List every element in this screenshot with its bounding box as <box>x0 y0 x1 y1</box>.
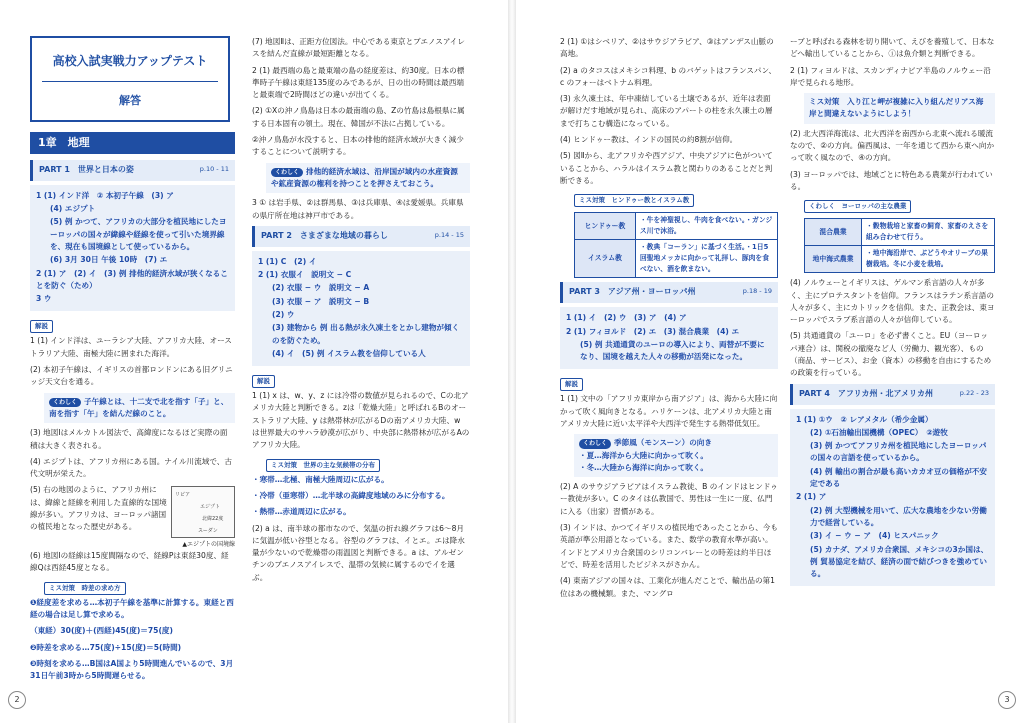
note-text: 季節風（モンスーン）の向き <box>614 438 712 448</box>
answer-box-part1 <box>30 185 235 312</box>
map-label: リビア <box>175 492 191 499</box>
page-number-left: 2 <box>8 691 26 709</box>
explanation-item: 2 (1) フィヨルドは、スカンディナビア半島のノルウェー沿岸で見られる地形。 <box>790 65 991 87</box>
note-text: ミス対策 入り江と岬が複雑に入り組んだリアス海岸と間違えないようにしよう！ <box>809 97 984 119</box>
jisa-step: ❶経度差を求める…本初子午線を基準に計算する。東経と西経の場合は足し算で求める。 <box>30 597 234 620</box>
answer-line: 1 (1) ①ウ ② レアメタル（希少金属） <box>796 414 933 424</box>
part2-pages: p.14 - 15 <box>434 230 464 239</box>
answer-line: 3 ウ <box>36 294 52 304</box>
column-b <box>252 36 470 691</box>
answer-line: (4) エジプト <box>50 204 96 214</box>
part1-heading <box>30 160 235 181</box>
explanation-item: 1 (1) x は、w、y、z には冷帯の数値が見られるので、Cの北アメリカ大陸と判断できる。zは「乾燥大陸」と呼ばれるBのオーストラリア大陸、y は熱帯林が広がるDの南アメリカ大陸、w は世界最大のサハラ砂漠が広がり、中央部に熱帯林が広がるAのアフリカ大陸。 <box>252 391 470 450</box>
explanation-item: (5) 右の地図のように、アフリカ州には、緯線と経線を利用した直線的な国境線が多い。アフリカは、ヨーロッパ諸国の植民地となった歴史がある。 <box>30 485 167 532</box>
part1-title: PART 1 世界と日本の姿 <box>39 164 134 174</box>
answer-line: 1 (1) イ (2) ウ (3) ア (4) ア <box>566 313 687 323</box>
note-line: ・冬…大陸から海洋に向かって吹く。 <box>579 462 708 472</box>
table-cell: ・教典「コーラン」に基づく生活。・1日5回聖地メッカに向かって礼拝し、豚肉を食べない、酒を飲まない。 <box>635 240 777 278</box>
table-cell: ・穀物栽培と家畜の飼育、家畜のえさを組み合わせて行う。 <box>862 219 995 246</box>
part2-title: PART 2 さまざまな地域の暮らし <box>261 230 388 240</box>
part4-pages: p.22 - 23 <box>959 388 989 397</box>
answer-line: (2) 例 大型機械を用いて、広大な農地を少ない労働力で経営している。 <box>810 505 987 527</box>
table-row <box>805 246 995 273</box>
column-a <box>30 36 235 691</box>
table-row <box>805 219 995 246</box>
answer-line: 2 (1) ア <box>796 492 827 502</box>
explanation-item: (4) 東南アジアの国々は、工業化が進んだことで、輸出品の第1位はあの機械類。また、マングロ <box>560 576 775 598</box>
page-title: 高校入試実戦力アップテスト <box>42 38 218 82</box>
explanation-item: (2) ①Xの沖ノ鳥島は日本の最南端の島、Zの竹島は島根県に属する日本固有の領土。現在、韓国が不法に占拠している。 <box>252 106 465 128</box>
page-number-right: 3 <box>998 691 1016 709</box>
table-cell: ヒンドゥー教 <box>575 213 636 240</box>
answer-line: 2 (1) 衣服イ 説明文 − C <box>258 270 352 280</box>
part3-title: PART 3 アジア州・ヨーロッパ州 <box>569 287 696 297</box>
table-row <box>575 213 778 240</box>
table-cell: ・地中海沿岸で、ぶどうやオリーブの果樹栽培。冬に小麦を栽培。 <box>862 246 995 273</box>
table-cell: 地中海式農業 <box>805 246 862 273</box>
explanation-item: (2) 北大西洋海流は、北大西洋を南西から北東へ流れる暖流なので、②の方向。偏西風は、一年を通じて西から東へ向かって吹く風なので、④の方向。 <box>790 128 995 163</box>
egypt-border-map <box>171 486 235 538</box>
map-caption: ▲エジプトの国境線 <box>182 541 235 549</box>
explanation-item: (4) ノルウェーとイギリスは、ゲルマン系言語の人々が多く、主にプロテスタントを信仰。フランスはラテン系言語の人々が多く、主にカトリックを信仰。また、正教会は、東ヨーロッパでスラブ系言語の人々が信仰している。 <box>790 278 995 325</box>
religion-table <box>574 212 778 278</box>
tag-kiko: ミス対策 世界の主な気候帯の分布 <box>266 459 380 472</box>
note-text: 排他的経済水域は、沿岸国が域内の水産資源や鉱産資源の権利を持つことを押さえておこう。 <box>271 166 458 188</box>
table-cell: 混合農業 <box>805 219 862 246</box>
explanation-item: (5) 図Ⅱから、北アフリカや西アジア、中央アジアに色がついていることから、ハラルはイスラム教と関わりのあることだと判断できる。 <box>560 151 773 185</box>
explanation-item: (3) インドは、かつてイギリスの植民地であったことから、今も英語が準公用語となっている。また、数学の教育水準が高い。インドとアメリカ合衆国のシリコンバレーとの時差は約半日ほどで、時差を活用したビジネスがさかん。 <box>560 523 778 569</box>
answer-line: (2) 衣服 − ウ 説明文 − A <box>272 283 370 293</box>
note-text: 子午線とは、十二支で北を指す「子」と、南を指す「午」を結んだ線のこと。 <box>49 396 229 418</box>
part4-heading <box>790 384 995 405</box>
answer-line: (5) 例 かつて、アフリカの大部分を植民地にしたヨーロッパの国々が緯線や経線を使って引いた境界線を、現在も国境線として使っているから。 <box>50 217 227 251</box>
map-label: エジプト <box>200 504 221 511</box>
kaisetsu-label: 解説 <box>30 320 53 333</box>
explanation-item: ーブと呼ばれる森林を切り開いて、えびを養殖して、日本などへ輸出していることから、ⓘは魚介類と判断できる。 <box>790 37 995 59</box>
table-row <box>575 240 778 278</box>
answer-box-part4 <box>790 409 995 587</box>
table-cell: ・牛を神聖視し、牛肉を食べない。・ガンジス川で沐浴。 <box>635 213 777 240</box>
explanation-item: (7) 地図Ⅱは、正距方位図法。中心である東京とブエノスアイレスを結んだ直線が最短距離となる。 <box>252 37 465 59</box>
explanation-item: (5) 共通通貨の「ユーロ」を必ず書くこと。EU（ヨーロッパ連合）は、関税の撤廃など人（労働力、観光客）、もの（商品、サービス）、お金（資本）の移動を自由にするための政策を行っている。 <box>790 331 992 378</box>
explanation-item: 1 (1) 文中の「アフリカ東岸から南アジア」は、海から大陸に向かって吹く風向きとなる。ハリケーンは、北アメリカ大陸と南アメリカ大陸に近い太平洋や大西洋で発生する熱帯低気圧。 <box>560 394 778 428</box>
kaisetsu-label: 解説 <box>252 375 275 388</box>
explanation-item: (6) 地図Ⅰの経線は15度間隔なので、経線Pは東経30度、経線Qは西経45度となる。 <box>30 551 229 573</box>
explanation-item: 2 (1) ①はシベリア、②はサウジアラビア、③はアンデス山脈の高地。 <box>560 37 774 59</box>
answer-line: (3) イ − ウ − ア (4) ヒスパニック <box>810 531 939 541</box>
kiko-line: ・熱帯…赤道周辺に広がる。 <box>252 507 351 517</box>
chapter-heading: 1章 地理 <box>30 132 235 154</box>
note-box <box>44 393 235 424</box>
tag-jisa: ミス対策 時差の求め方 <box>44 582 126 595</box>
column-d <box>790 36 995 691</box>
answer-line: (6) 3月 30日 午後 10時 (7) エ <box>50 255 168 265</box>
part3-pages: p.18 - 19 <box>742 287 772 296</box>
note-line: ・夏…海洋から大陸に向かって吹く。 <box>579 450 708 460</box>
kiko-line: ・冷帯（亜寒帯）…北半球の高緯度地域のみに分布する。 <box>252 490 450 500</box>
table-cell: イスラム教 <box>575 240 636 278</box>
note-box <box>574 434 778 477</box>
answer-line: (2) ①石油輸出国機構（OPEC） ②遊牧 <box>810 427 948 437</box>
page-gutter <box>508 0 516 723</box>
answer-line: (4) 例 輸出の割合が最も高いカカオ豆の価格が不安定である <box>810 466 987 489</box>
column-c <box>560 36 778 691</box>
part2-heading <box>252 226 470 247</box>
answer-line: (5) カナダ、アメリカ合衆国、メキシコの3か国は、例 貿易協定を結び、経済の面で結びつきを強めている。 <box>810 544 989 579</box>
explanation-item: (3) 永久凍土は、年中凍結している土壌であるが、近年は表面が解けだす地域が見られ、高床のアパートの柱を永久凍土の層まで打ちこむ構造になっている。 <box>560 94 773 128</box>
answer-line: (3) 例 かつてアフリカ州を植民地にしたヨーロッパの国々の言語を使っているから。 <box>810 441 987 463</box>
explanation-item: (2) a のタコスはメキシコ料理、b のバゲットはフランスパン、c のフォーはベトナム料理。 <box>560 65 777 87</box>
answer-line: (5) 例 共通通貨のユーロの導入により、両替が不要になり、国境を越えた人々の移動が活発になった。 <box>580 339 765 362</box>
kiko-line: ・寒帯…北極、南極大陸周辺に広がる。 <box>252 474 389 484</box>
note-box <box>804 93 995 124</box>
explanation-item: (3) 地図Ⅰはメルカトル図法で、高緯度になるほど実際の面積は大きく表される。 <box>30 428 228 450</box>
explanation-item: 3 ① は岩手県、②は群馬県、③は兵庫県、④は愛媛県。兵庫県の県庁所在地は神戸市である。 <box>252 198 464 220</box>
map-label: 北緯22度 <box>202 516 224 523</box>
agriculture-table <box>804 218 995 273</box>
explanation-item: 1 (1) インド洋は、ユーラシア大陸、アフリカ大陸、オーストラリア大陸、南極大陸に囲まれた海洋。 <box>30 336 232 358</box>
part4-title: PART 4 アフリカ州・北アメリカ州 <box>799 388 933 398</box>
note-label: くわしく <box>579 439 611 449</box>
answer-line: (2) ウ <box>272 310 295 319</box>
explanation-item: (2) 本初子午線は、イギリスの首都ロンドンにある旧グリニッジ天文台を通る。 <box>30 365 233 387</box>
explanation-item: (3) ヨーロッパでは、地域ごとに特色ある農業が行われている。 <box>790 169 993 191</box>
jisa-step: ❸時刻を求める…B国はA国より5時間進んでいるので、3月31日午前3時から5時間遅らせる。 <box>30 658 234 681</box>
explanation-item: (2) A のサウジアラビアはイスラム教徒、B のインドはヒンドゥー教徒が多い。C のタイは仏教国で、男性は一生に一度、仏門に入る（出家）習慣がある。 <box>560 482 778 516</box>
note-label: くわしく <box>271 168 303 178</box>
answer-box-part2 <box>252 251 470 366</box>
answer-line: (4) イ (5) 例 イスラム教を信仰している人 <box>272 348 426 358</box>
answer-line: (3) 衣服 − ア 説明文 − B <box>272 296 370 306</box>
page-subtitle: 解答 <box>119 94 141 107</box>
tag-agriculture: くわしく ヨーロッパの主な農業 <box>804 200 911 213</box>
answer-line: (3) 建物から 例 出る熱が永久凍土をとかし建物が傾くのを防ぐため。 <box>272 323 460 345</box>
answer-line: 1 (1) インド洋 ② 本初子午線 (3) ア <box>36 190 174 200</box>
answer-box-part3 <box>560 307 778 369</box>
explanation-item: ②沖ノ鳥島が水没すると、日本の排他的経済水域が大きく減少することについて説明する。 <box>252 135 464 157</box>
explanation-item: (4) エジプトは、アフリカ州にある国。ナイル川流域で、古代文明が栄えた。 <box>30 456 232 479</box>
answer-line: 2 (1) ア (2) イ (3) 例 排他的経済水域が狭くなることを防ぐ（ため） <box>36 268 228 290</box>
kaisetsu-label: 解説 <box>560 378 583 391</box>
explanation-item: (4) ヒンドゥー教は、インドの国民の約8割が信仰。 <box>560 135 738 145</box>
tag-religion: ミス対策 ヒンドゥー教とイスラム教 <box>574 194 694 207</box>
note-label: くわしく <box>49 398 81 408</box>
explanation-item: 2 (1) 最西端の島と最東端の島の経度差は、約30度。日本の標準時子午線は東経135度のみであるが、日の出の時間は最西端と最東端で2時間ほどの違いが出てくる。 <box>252 65 465 100</box>
answer-line: 2 (1) フィヨルド (2) エ (3) 混合農業 (4) エ <box>566 326 740 336</box>
jisa-step: ❷時差を求める…75(度)÷15(度)＝5(時間) <box>30 642 182 652</box>
explanation-item: (2) a は、南半球の都市なので、気温の折れ線グラフは6〜8月に気温が低い谷型となる。谷型のグラフは、イとエ。エは降水量が少ないので乾燥帯の雨温図と判断できる。a は、アルゼンチンのブエノスアイレスで、温帯の気候に属するのでイを選ぶ。 <box>252 523 465 582</box>
part3-heading <box>560 282 778 303</box>
note-box <box>266 163 470 194</box>
part1-pages: p.10 - 11 <box>199 164 229 173</box>
answer-line: 1 (1) C (2) イ <box>258 256 317 266</box>
title-box <box>30 36 230 122</box>
map-label: スーダン <box>198 528 218 535</box>
jisa-step: （東経）30(度)＋(西経)45(度)＝75(度) <box>30 626 173 636</box>
